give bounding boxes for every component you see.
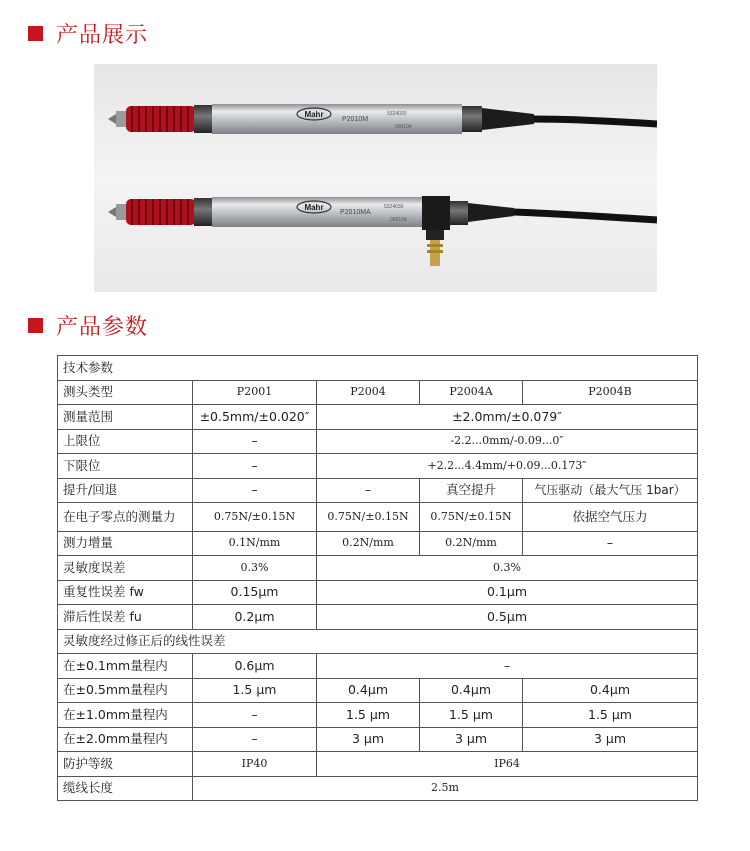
table-cell: 0.75N/±0.15N [193, 503, 317, 532]
table-row [58, 727, 698, 752]
red-square-icon [28, 26, 43, 41]
row-label: 测力增量 [58, 531, 193, 556]
table-cell: ±2.0mm/±0.079″ [317, 405, 698, 430]
serial-label: 5324020 [387, 111, 407, 117]
table-row [58, 629, 698, 654]
table-row [58, 531, 698, 556]
row-label: 重复性误差 fw [58, 580, 193, 605]
table-cell: 3 μm [523, 727, 698, 752]
table-cell: 0.75N/±0.15N [317, 503, 420, 532]
table-cell: 0.1μm [317, 580, 698, 605]
model-label: P2010M [342, 116, 369, 123]
red-bellows [126, 199, 196, 225]
table-cell: 0.4μm [523, 678, 698, 703]
table-cell: 1.5 μm [317, 703, 420, 728]
row-label: 测量范围 [58, 405, 193, 430]
table-cell: – [193, 727, 317, 752]
table-cell: 0.15μm [193, 580, 317, 605]
red-bellows [126, 106, 196, 132]
row-label: 下限位 [58, 454, 193, 479]
model-label: P2010MA [340, 209, 371, 216]
table-cell: 0.3% [193, 556, 317, 581]
table-cell: P2004 [317, 380, 420, 405]
table-cell: 0.4μm [317, 678, 420, 703]
table-cell: 1.5 μm [523, 703, 698, 728]
table-cell: 0.2μm [193, 605, 317, 630]
section-title: 产品参数 [56, 315, 149, 340]
brand-logo: Mahr [304, 110, 324, 119]
row-label: 在±0.1mm量程内 [58, 654, 193, 679]
table-row [58, 405, 698, 430]
table-cell: ±0.5mm/±0.020″ [193, 405, 317, 430]
table-row [58, 454, 698, 479]
table-cell: IP64 [317, 752, 698, 777]
serial-label: 5324030 [384, 204, 404, 210]
section-header-showcase [28, 18, 148, 49]
probe-p2010m [108, 104, 657, 134]
row-label: 在±1.0mm量程内 [58, 703, 193, 728]
table-cell: P2001 [193, 380, 317, 405]
table-cell: P2004A [420, 380, 523, 405]
table-row [58, 580, 698, 605]
table-row [58, 752, 698, 777]
table-cell: 0.6μm [193, 654, 317, 679]
table-cell: 0.75N/±0.15N [420, 503, 523, 532]
table-row [58, 478, 698, 503]
serial-label: 000104 [395, 124, 412, 130]
table-section-label: 灵敏度经过修正后的线性误差 [58, 629, 698, 654]
table-cell: 0.4μm [420, 678, 523, 703]
table-cell: – [193, 429, 317, 454]
red-square-icon [28, 318, 43, 333]
table-section-label: 技术参数 [58, 356, 698, 381]
table-row [58, 429, 698, 454]
row-label: 上限位 [58, 429, 193, 454]
table-cell: 0.2N/mm [420, 531, 523, 556]
table-row [58, 654, 698, 679]
serial-label: 000104 [390, 217, 407, 223]
table-row [58, 356, 698, 381]
table-row [58, 503, 698, 532]
table-cell: IP40 [193, 752, 317, 777]
table-row [58, 556, 698, 581]
table-cell: 0.3% [317, 556, 698, 581]
product-photo [94, 64, 657, 292]
table-cell: – [523, 531, 698, 556]
table-cell: +2.2...4.4mm/+0.09...0.173″ [317, 454, 698, 479]
table-cell: 气压驱动（最大气压 1bar） [523, 478, 698, 503]
table-cell: 依据空气压力 [523, 503, 698, 532]
table-cell: 0.1N/mm [193, 531, 317, 556]
row-label: 测头类型 [58, 380, 193, 405]
section-header-params [28, 310, 148, 341]
table-row [58, 605, 698, 630]
row-label: 缆线长度 [58, 776, 193, 801]
section-title: 产品展示 [56, 23, 149, 48]
table-cell: – [317, 478, 420, 503]
table-cell: P2004B [523, 380, 698, 405]
table-cell: 1.5 μm [420, 703, 523, 728]
table-row [58, 776, 698, 801]
brand-logo: Mahr [304, 203, 324, 212]
row-label: 滞后性误差 fu [58, 605, 193, 630]
probe-illustration [94, 64, 657, 292]
table-cell: -2.2...0mm/-0.09...0″ [317, 429, 698, 454]
table-cell: 0.5μm [317, 605, 698, 630]
table-row [58, 380, 698, 405]
row-label: 在电子零点的测量力 [58, 503, 193, 532]
table-cell: 3 μm [420, 727, 523, 752]
spec-table [57, 355, 698, 801]
table-cell: 2.5m [193, 776, 698, 801]
probe-p2010ma [108, 196, 657, 266]
table-cell: 真空提升 [420, 478, 523, 503]
table-cell: – [193, 703, 317, 728]
row-label: 灵敏度误差 [58, 556, 193, 581]
table-row [58, 703, 698, 728]
table-row [58, 678, 698, 703]
row-label: 防护等级 [58, 752, 193, 777]
row-label: 在±0.5mm量程内 [58, 678, 193, 703]
table-cell: – [317, 654, 698, 679]
table-cell: 1.5 μm [193, 678, 317, 703]
table-cell: 0.2N/mm [317, 531, 420, 556]
row-label: 在±2.0mm量程内 [58, 727, 193, 752]
table-cell: 3 μm [317, 727, 420, 752]
table-cell: – [193, 454, 317, 479]
table-cell: – [193, 478, 317, 503]
row-label: 提升/回退 [58, 478, 193, 503]
